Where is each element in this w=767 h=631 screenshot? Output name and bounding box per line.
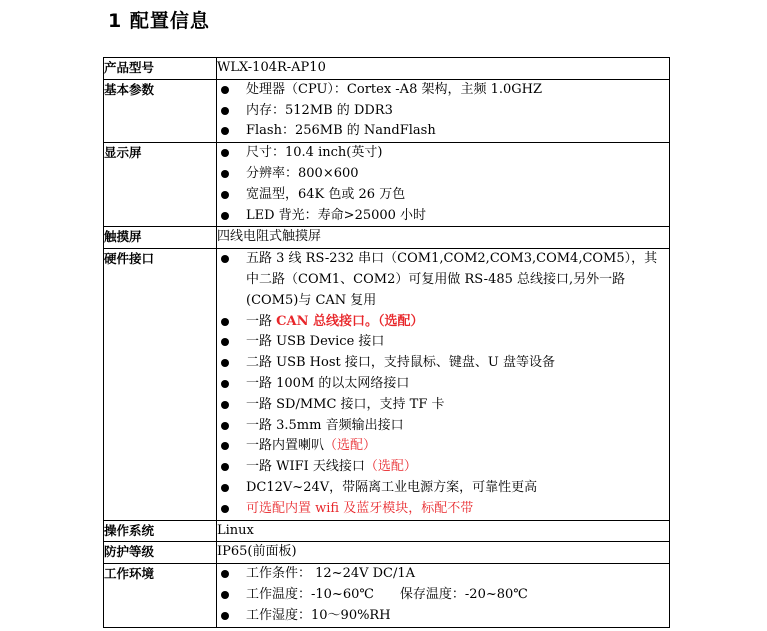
list-item: DC12V~24V，带隔离工业电源方案，可靠性更高 [217, 478, 669, 499]
bullet-list [217, 564, 669, 626]
row-value: Linux [217, 520, 670, 542]
spec-table [103, 57, 670, 628]
optional-note: （选配） [324, 438, 377, 454]
row-label: 显示屏 [104, 143, 217, 227]
list-item: 一路 100M 的以太网络接口 [217, 374, 669, 395]
bullet-list [217, 143, 669, 226]
bullet-list [217, 249, 669, 519]
optional-note: 可选配内置 wifi 及蓝牙模块，标配不带 [246, 500, 474, 516]
row-label: 工作环境 [104, 564, 217, 627]
list-item: 处理器（CPU）：Cortex -A8 架构，主频 1.0GHZ [217, 80, 669, 101]
row-os [104, 520, 670, 542]
row-label: 操作系统 [104, 520, 217, 542]
list-item: 五路 3 线 RS-232 串口（COM1,COM2,COM3,COM4,COM5），其中二路（COM1、COM2）可复用做 RS-485 总线接口,另外一路(COM5)与 CAN 复用 [217, 249, 669, 311]
row-display [104, 143, 670, 227]
list-item: 一路 3.5mm 音频输出接口 [217, 416, 669, 437]
row-value [217, 79, 670, 142]
list-item [217, 457, 669, 478]
item-text: 一路 [246, 313, 277, 329]
row-value [217, 249, 670, 520]
list-item: 二路 USB Host 接口，支持鼠标、键盘、U 盘等设备 [217, 353, 669, 374]
row-touchscreen [104, 227, 670, 249]
optional-note: （选配） [364, 459, 417, 475]
row-hardware-interfaces [104, 249, 670, 520]
row-label: 防护等级 [104, 542, 217, 564]
row-label: 硬件接口 [104, 249, 217, 520]
row-label: 触摸屏 [104, 227, 217, 249]
list-item: 工作温度：-10~60℃ 保存温度：-20~80℃ [217, 585, 669, 606]
list-item: 一路 SD/MMC 接口，支持 TF 卡 [217, 395, 669, 416]
list-item [217, 436, 669, 457]
list-item: 宽温型，64K 色或 26 万色 [217, 185, 669, 206]
list-item [217, 312, 669, 333]
list-item: 工作湿度：10～90%RH [217, 606, 669, 627]
item-text: 一路 WIFI 天线接口 [246, 459, 365, 475]
section-title: 1 配置信息 [108, 10, 210, 32]
row-value: 四线电阻式触摸屏 [217, 227, 670, 249]
list-item: Flash：256MB 的 NandFlash [217, 121, 669, 142]
bullet-list [217, 80, 669, 142]
optional-note: CAN 总线接口。（选配） [276, 313, 424, 329]
row-value: WLX-104R-AP10 [217, 58, 670, 80]
row-environment [104, 564, 670, 627]
row-value: IP65(前面板) [217, 542, 670, 564]
row-model [104, 58, 670, 80]
list-item: 尺寸：10.4 inch(英寸) [217, 143, 669, 164]
row-label: 基本参数 [104, 79, 217, 142]
list-item [217, 499, 669, 520]
list-item: 内存：512MB 的 DDR3 [217, 101, 669, 122]
list-item: 一路 USB Device 接口 [217, 332, 669, 353]
list-item: 工作条件： 12~24V DC/1A [217, 564, 669, 585]
list-item: LED 背光：寿命>25000 小时 [217, 206, 669, 227]
list-item: 分辨率：800×600 [217, 164, 669, 185]
row-value [217, 564, 670, 627]
item-text: 一路内置喇叭 [246, 438, 325, 454]
row-label: 产品型号 [104, 58, 217, 80]
row-basic-params [104, 79, 670, 142]
row-value [217, 143, 670, 227]
row-protection [104, 542, 670, 564]
